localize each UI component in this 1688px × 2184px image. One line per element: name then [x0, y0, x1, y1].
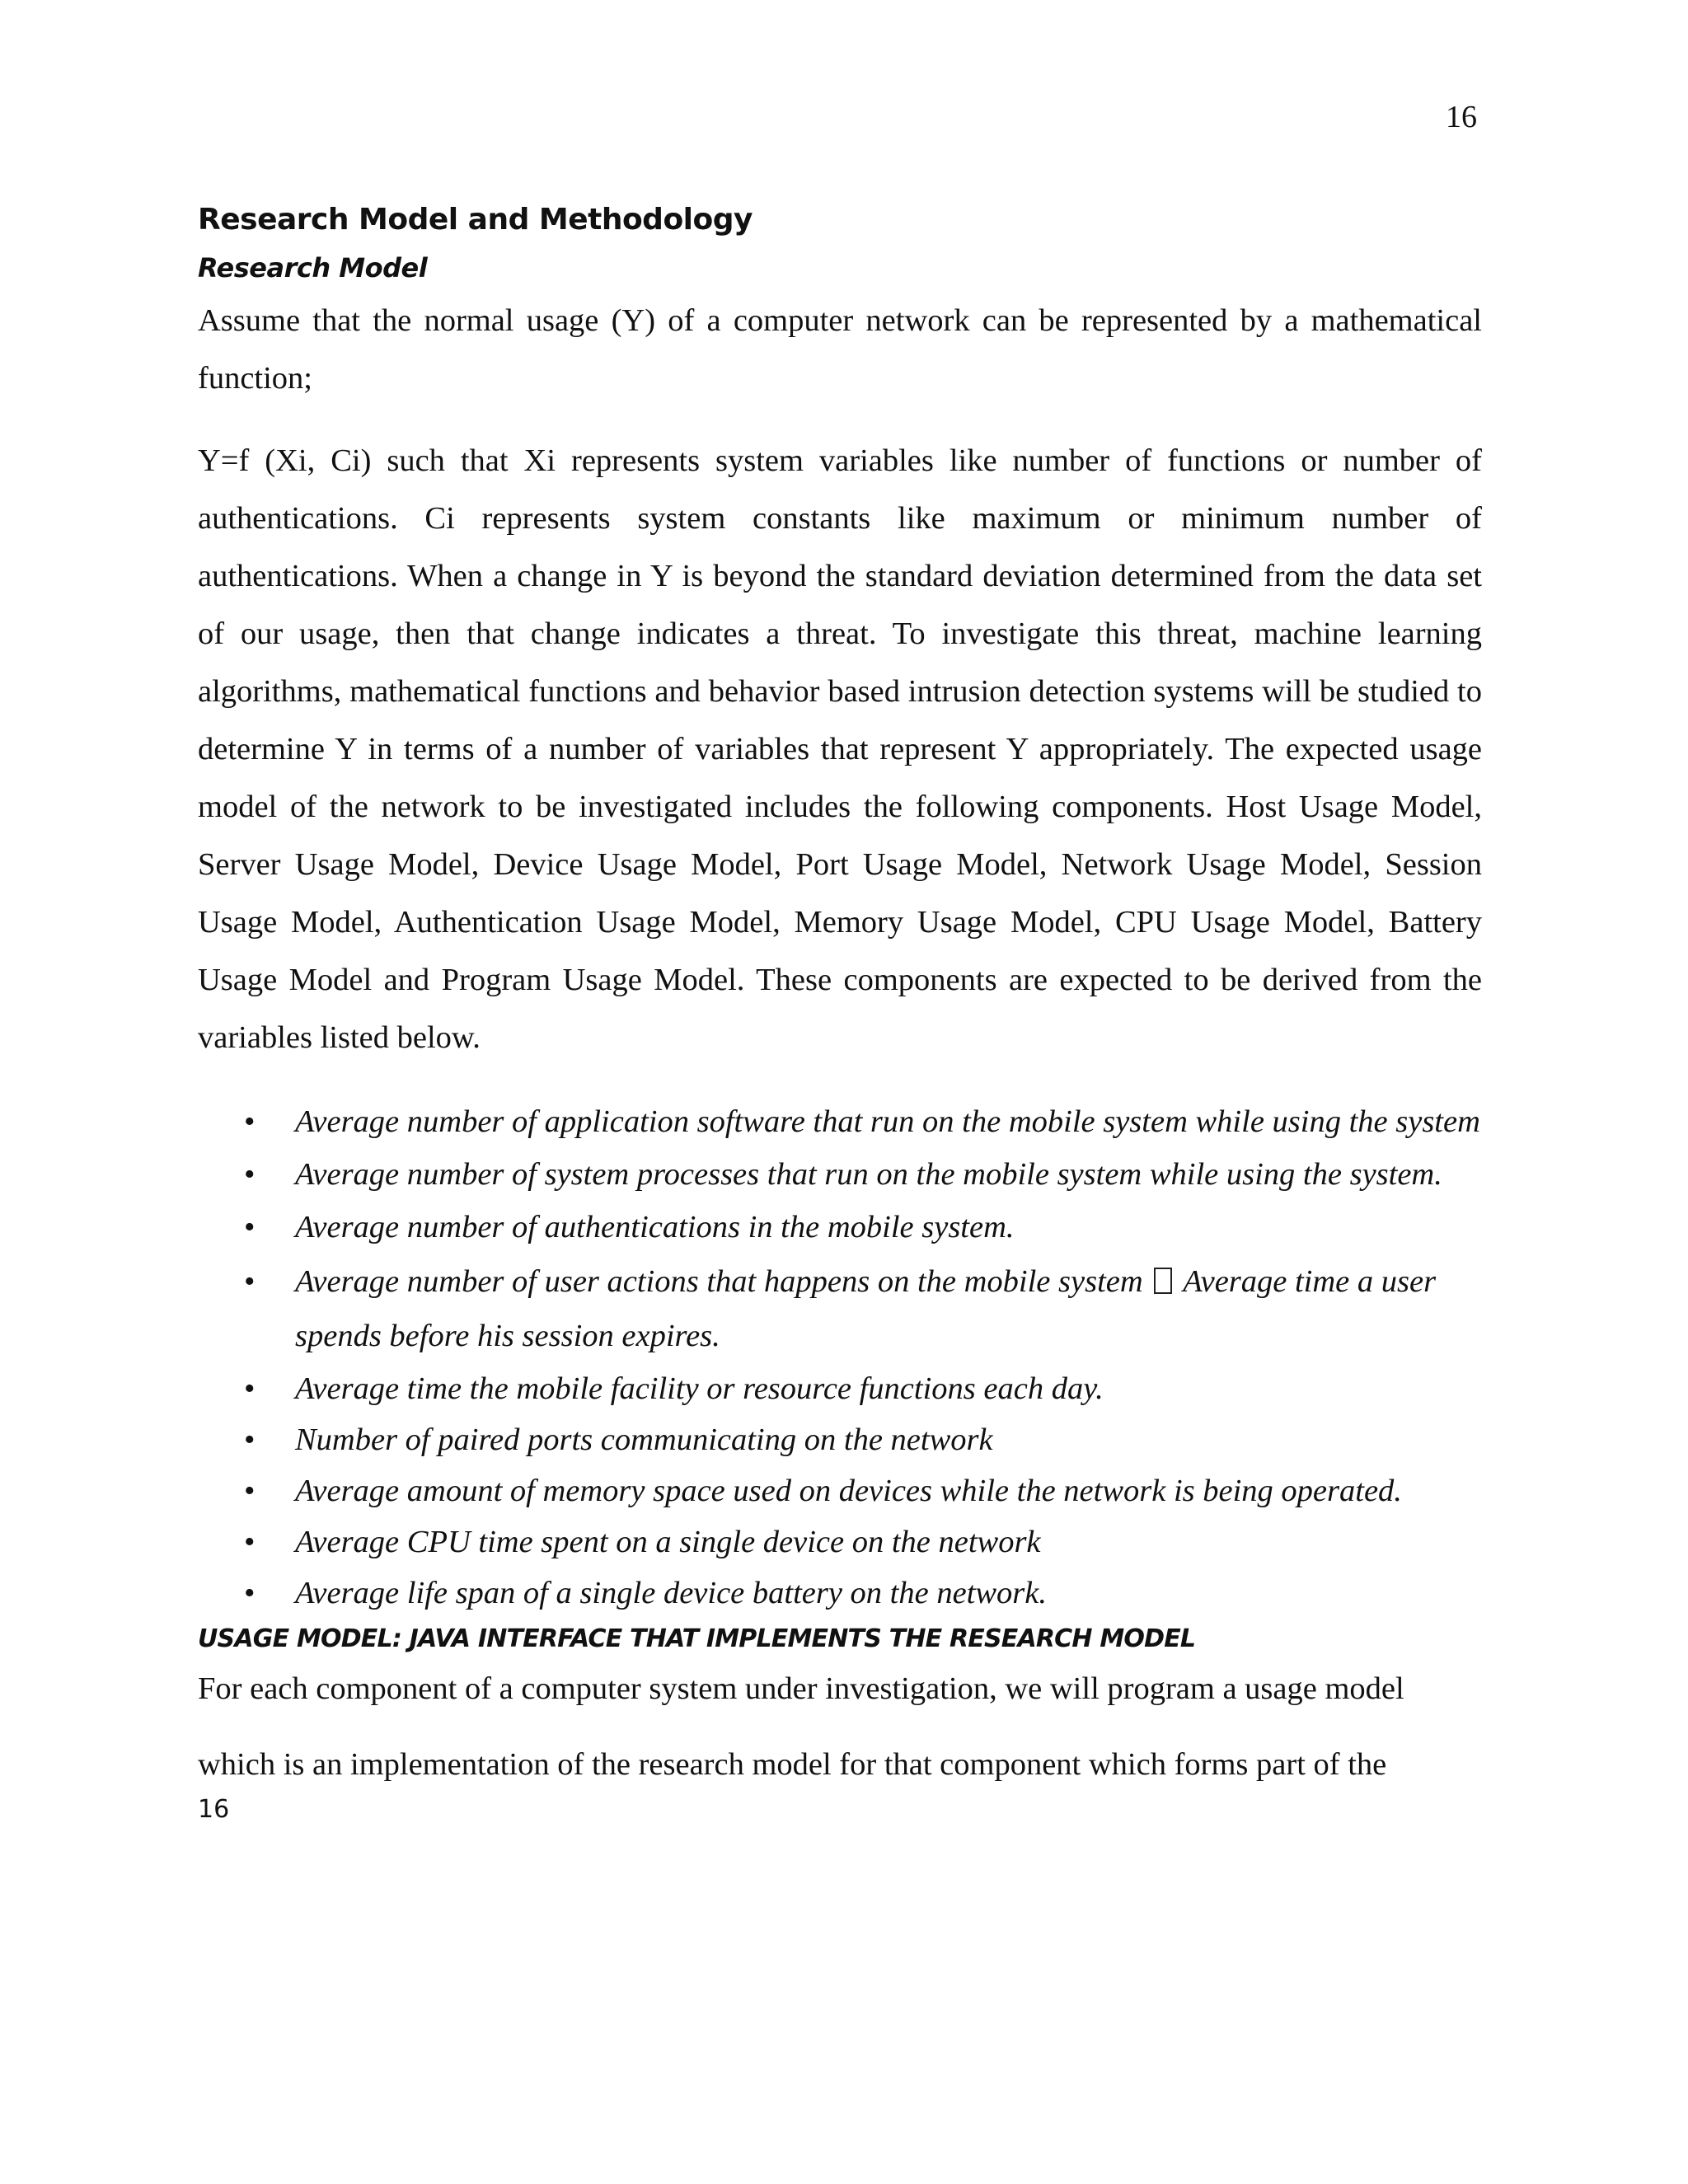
intro-paragraph: Assume that the normal usage (Y) of a computer network can be represented by a mathematical function;	[198, 303, 1482, 396]
page-number-top: 16	[1446, 100, 1477, 134]
list-item-text: Average number of user actions that happens on the mobile system	[295, 1264, 1143, 1299]
bullet-icon: •	[244, 1474, 256, 1508]
list-item-text: Average time the mobile facility or resource functions each day.	[295, 1371, 1104, 1406]
document-body	[198, 196, 1482, 1826]
body-paragraph: Y=f (Xi, Ci) such that Xi represents system variables like number of functions or number of authentications. Ci represents system constants like maximum or minimum number of authentications. When a change in Y is beyond the standard deviation determined from the data set of our usage, then that change indicates a threat. To investigate this threat, machine learning algorithms, mathematical functions and behavior based intrusion detection systems will be studied to determine Y in terms of a number of variables that represent Y appropriately. The expected usage model of the network to be investigated includes the following components. Host Usage Model, Server Usage Model, Device Usage Model, Port Usage Model, Network Usage Model, Session Usage Model, Authentication Usage Model, Memory Usage Model, CPU Usage Model, Battery Usage Model and Program Usage Model. These components are expected to be derived from the variables listed below.	[198, 443, 1482, 1055]
list-item-continuation: Average time a user spends before his session expires.	[295, 1264, 1437, 1353]
usage-model-line-2: which is an implementation of the research model for that component which forms part of the	[198, 1747, 1387, 1782]
list-item	[198, 1414, 1482, 1465]
bullet-icon: •	[244, 1264, 256, 1299]
list-item	[198, 1149, 1482, 1200]
list-item-text: Average amount of memory space used on devices while the network is being operated.	[295, 1474, 1402, 1508]
variables-list	[198, 1094, 1482, 1619]
bullet-icon: •	[244, 1210, 256, 1244]
list-item	[198, 1254, 1482, 1363]
bullet-icon: •	[244, 1157, 256, 1192]
usage-model-line-1: For each component of a computer system under investigation, we will program a usage model	[198, 1671, 1404, 1706]
bullet-icon: •	[244, 1371, 256, 1406]
list-item	[198, 1200, 1482, 1254]
list-item	[198, 1465, 1482, 1516]
footer-page-number: 16	[198, 1795, 230, 1824]
list-item-text: Number of paired ports communicating on the network	[295, 1422, 993, 1457]
list-item	[198, 1094, 1482, 1149]
section-title: Research Model and Methodology	[198, 203, 753, 237]
bullet-icon: •	[244, 1525, 256, 1559]
list-item-text: Average number of system processes that run on the mobile system while using the system.	[295, 1157, 1442, 1192]
list-item-text: Average number of application software that run on the mobile system while using the system	[295, 1104, 1480, 1139]
list-item-text: Average life span of a single device battery on the network.	[295, 1576, 1048, 1610]
bullet-icon: •	[244, 1104, 256, 1139]
bullet-icon: •	[244, 1422, 256, 1457]
usage-model-heading: USAGE MODEL: JAVA INTERFACE THAT IMPLEMENTS THE RESEARCH MODEL	[198, 1624, 1196, 1653]
list-item	[198, 1568, 1482, 1619]
list-item-text: Average number of authentications in the mobile system.	[295, 1210, 1015, 1244]
missing-glyph-icon	[1154, 1268, 1172, 1294]
list-item	[198, 1516, 1482, 1568]
bullet-icon: •	[244, 1576, 256, 1610]
list-item	[198, 1363, 1482, 1414]
section-subtitle: Research Model	[198, 252, 428, 284]
list-item-text: Average CPU time spent on a single device on the network	[295, 1525, 1041, 1559]
